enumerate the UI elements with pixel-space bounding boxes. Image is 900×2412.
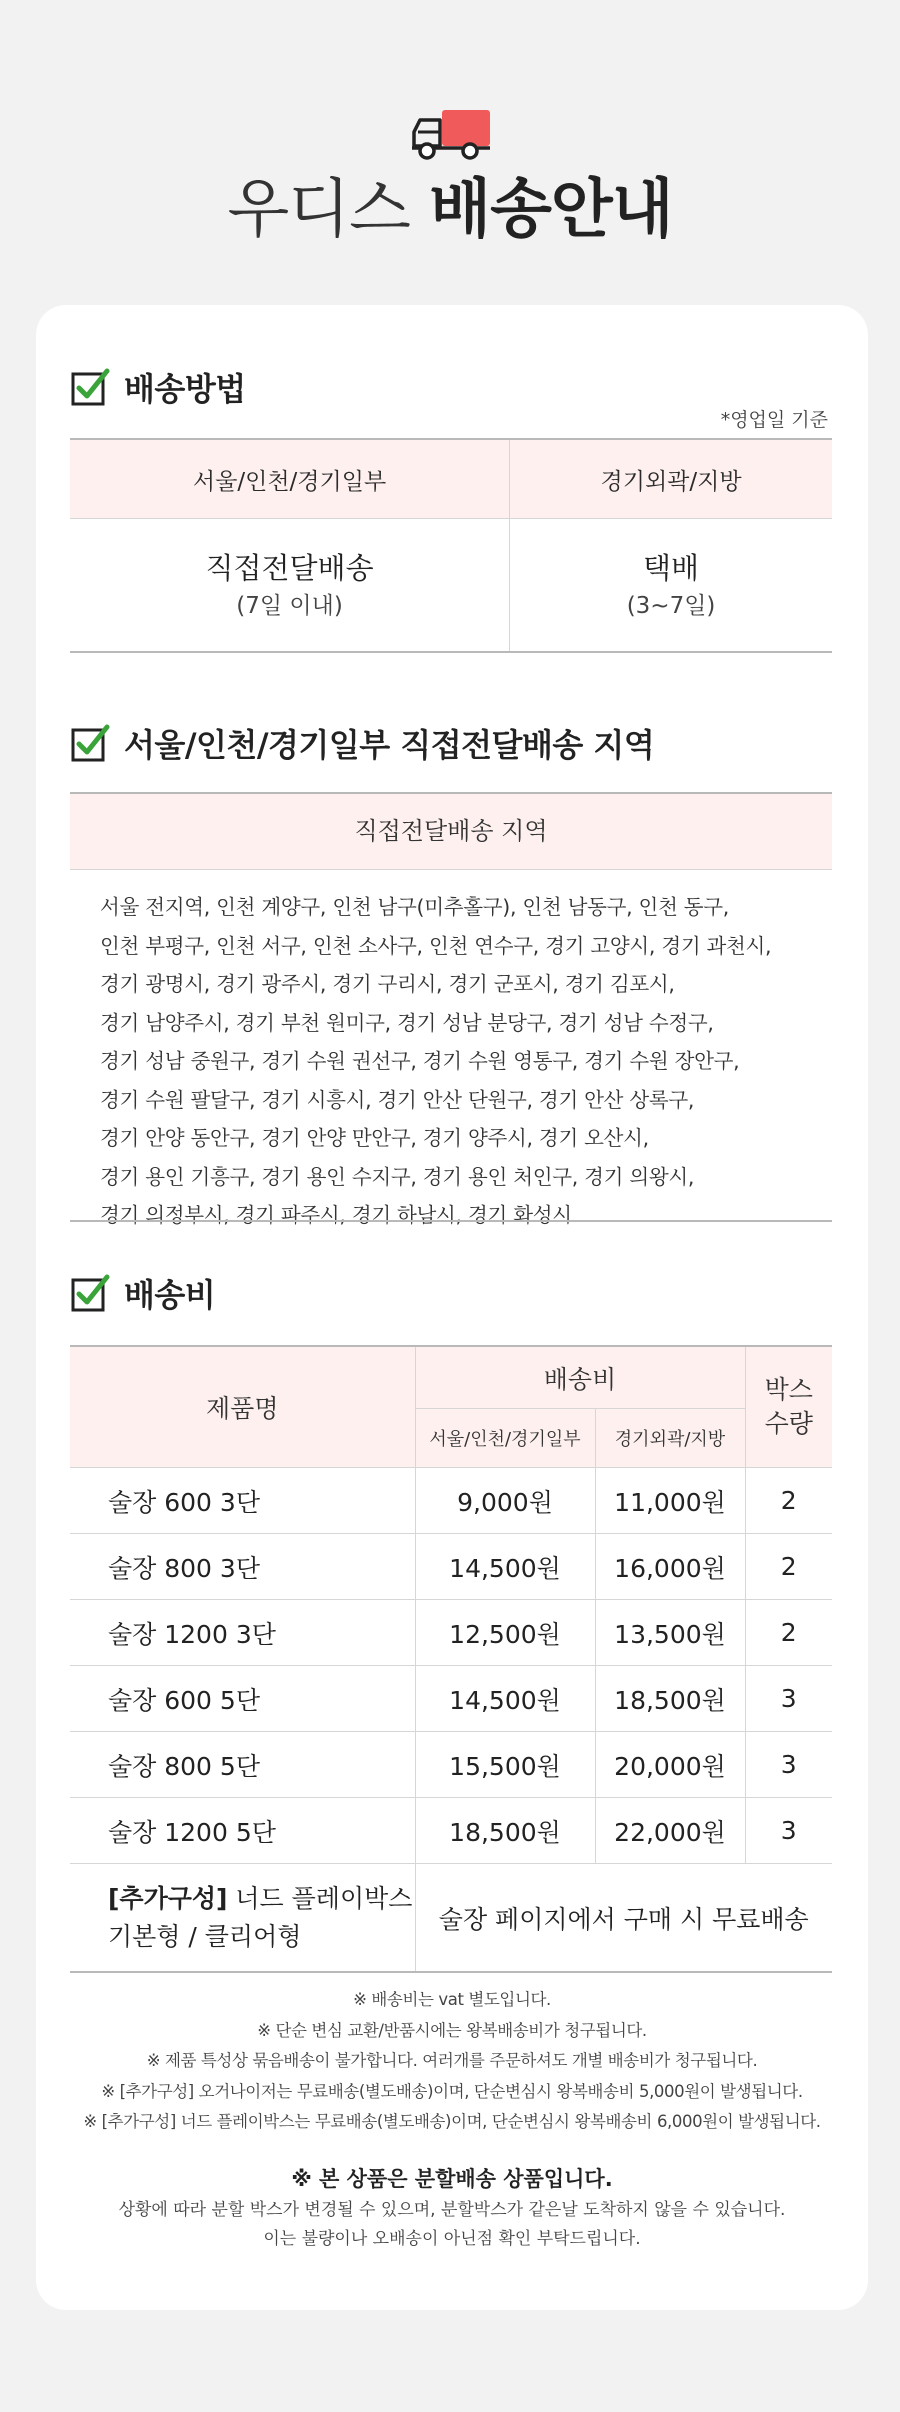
note-line: ※ [추가구성] 너드 플레이박스는 무료배송(별도배송)이며, 단순변심시 왕복배송비 6,000원이 발생됩니다.	[83, 2112, 821, 2131]
fee-header-product: 제품명	[70, 1346, 415, 1468]
table-row	[70, 1732, 832, 1798]
extra-product-name	[70, 1864, 415, 1973]
method-header-region1: 서울/인천/경기일부	[70, 439, 510, 519]
area-line: 인천 부평구, 인천 서구, 인천 소사구, 인천 연수구, 경기 고양시, 경기 과천시,	[100, 933, 772, 958]
table-row	[70, 1468, 832, 1534]
fee-header-fee: 배송비	[415, 1346, 745, 1409]
table-row	[70, 1798, 832, 1864]
page-title	[0, 170, 900, 250]
note-line: ※ [추가구성] 오거나이저는 무료배송(별도배송)이며, 단순변심시 왕복배송비 5,000원이 발생됩니다.	[101, 2081, 803, 2101]
note-line: ※ 단순 변심 교환/반품시에는 왕복배송비가 청구됩니다.	[257, 2020, 647, 2040]
page-header	[0, 0, 900, 305]
table-row	[70, 1534, 832, 1600]
fee-region2: 22,000원	[595, 1798, 745, 1864]
extra-free-shipping-message: 술장 페이지에서 구매 시 무료배송	[415, 1864, 832, 1973]
area-header: 직접전달배송 지역	[70, 792, 832, 870]
box-count: 3	[745, 1798, 832, 1864]
fee-region1: 9,000원	[415, 1468, 595, 1534]
method-name: 직접전달배송	[205, 551, 374, 585]
fee-region2: 16,000원	[595, 1534, 745, 1600]
notes	[36, 1985, 868, 2254]
note-line: ※ 제품 특성상 묶음배송이 불가합니다. 여러개를 주문하셔도 개별 배송비가 청구됩니다.	[146, 2051, 758, 2070]
box-count: 2	[745, 1468, 832, 1534]
section-fee-header	[70, 1268, 215, 1318]
product-name: 술장 800 3단	[70, 1534, 415, 1600]
section-area-header	[70, 718, 654, 768]
method-table	[70, 438, 832, 653]
truck-icon	[410, 108, 492, 160]
area-line: 경기 남양주시, 경기 부천 원미구, 경기 성남 분당구, 경기 성남 수정구,	[100, 1010, 714, 1035]
product-name: 술장 800 5단	[70, 1732, 415, 1798]
product-name: 술장 600 5단	[70, 1666, 415, 1732]
split-shipping-line: 상황에 따라 분할 박스가 변경될 수 있으며, 분할박스가 같은날 도착하지 않을 수 있습니다.	[118, 2199, 786, 2220]
extra-name-line2: 기본형 / 클리어형	[108, 1921, 302, 1951]
note-line: ※ 배송비는 vat 별도입니다.	[353, 1990, 551, 2009]
section-title: 배송방법	[124, 370, 246, 408]
table-row	[70, 1666, 832, 1732]
shipping-info-card	[36, 305, 868, 2310]
area-list	[70, 870, 832, 1235]
method-duration: (3~7일)	[626, 593, 716, 619]
fee-region1: 12,500원	[415, 1600, 595, 1666]
table-row	[70, 1600, 832, 1666]
split-shipping-title: ※ 본 상품은 분할배송 상품입니다.	[291, 2166, 613, 2191]
box-count: 2	[745, 1534, 832, 1600]
section-title: 서울/인천/경기일부 직접전달배송 지역	[124, 726, 655, 764]
area-line: 경기 용인 기흥구, 경기 용인 수지구, 경기 용인 처인구, 경기 의왕시,	[100, 1164, 695, 1189]
fee-header-box	[745, 1346, 832, 1468]
fee-region1: 14,500원	[415, 1666, 595, 1732]
product-name: 술장 1200 3단	[70, 1600, 415, 1666]
divider	[70, 1220, 832, 1222]
extra-tag: [추가구성]	[108, 1883, 228, 1913]
method-header-region2: 경기외곽/지방	[510, 439, 832, 519]
checkbox-checked-icon	[70, 367, 110, 407]
fee-header-region2: 경기외곽/지방	[595, 1409, 745, 1468]
fee-region2: 13,500원	[595, 1600, 745, 1666]
split-shipping-line: 이는 불량이나 오배송이 아닌점 확인 부탁드립니다.	[263, 2228, 641, 2249]
area-line: 서울 전지역, 인천 계양구, 인천 남구(미추홀구), 인천 남동구, 인천 동구,	[100, 895, 730, 919]
fee-region1: 15,500원	[415, 1732, 595, 1798]
fee-region1: 18,500원	[415, 1798, 595, 1864]
box-count: 3	[745, 1732, 832, 1798]
checkbox-checked-icon	[70, 723, 110, 763]
method-name: 택배	[643, 551, 700, 585]
title-text: 배송안내	[429, 173, 673, 247]
box-count: 2	[745, 1600, 832, 1666]
box-count: 3	[745, 1666, 832, 1732]
section-title: 배송비	[124, 1276, 216, 1314]
product-name: 술장 1200 5단	[70, 1798, 415, 1864]
fee-header-box-line1: 박스	[764, 1375, 813, 1404]
direct-delivery-area-box	[70, 792, 832, 1227]
fee-header-box-line2: 수량	[764, 1409, 813, 1438]
business-day-note: *영업일 기준	[720, 409, 828, 431]
area-line: 경기 성남 중원구, 경기 수원 권선구, 경기 수원 영통구, 경기 수원 장안구,	[100, 1049, 740, 1073]
area-line: 경기 광명시, 경기 광주시, 경기 구리시, 경기 군포시, 경기 김포시,	[100, 972, 675, 996]
area-line: 경기 안양 동안구, 경기 안양 만안구, 경기 양주시, 경기 오산시,	[100, 1126, 649, 1150]
extra-name-rest: 너드 플레이박스	[227, 1883, 413, 1913]
fee-header-region1: 서울/인천/경기일부	[415, 1409, 595, 1468]
checkbox-checked-icon	[70, 1273, 110, 1313]
brand-name: 우디스	[227, 173, 410, 247]
area-line: 경기 수원 팔달구, 경기 시흥시, 경기 안산 단원구, 경기 안산 상록구,	[100, 1087, 695, 1112]
section-method-header	[70, 362, 246, 412]
table-row-extra	[70, 1864, 832, 1973]
fee-region1: 14,500원	[415, 1534, 595, 1600]
area-line: 경기 의정부시, 경기 파주시, 경기 하남시, 경기 화성시	[100, 1203, 572, 1227]
fee-region2: 20,000원	[595, 1732, 745, 1798]
method-duration: (7일 이내)	[236, 593, 343, 619]
fee-region2: 18,500원	[595, 1666, 745, 1732]
method-cell-parcel	[510, 519, 832, 653]
fee-table	[70, 1345, 832, 1973]
fee-region2: 11,000원	[595, 1468, 745, 1534]
method-cell-direct	[70, 519, 510, 653]
product-name: 술장 600 3단	[70, 1468, 415, 1534]
